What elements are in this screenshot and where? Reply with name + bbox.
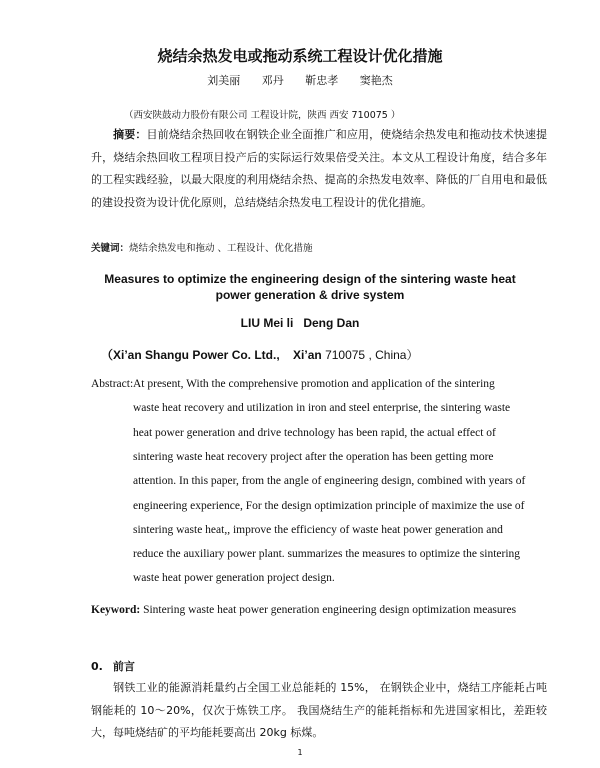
section-number: 0.	[91, 660, 103, 673]
english-title-line-1: Measures to optimize the engineering design of the sintering waste heat	[104, 272, 516, 286]
section-title: 前言	[112, 660, 135, 673]
section-heading	[91, 658, 135, 674]
chinese-affiliation: （西安陕鼓动力股份有限公司 工程设计院，陕西 西安 710075 ）	[124, 110, 401, 121]
english-abstract-line: reduce the auxiliary power plant. summarizes the measures to optimize the sintering	[133, 548, 521, 561]
english-title	[80, 271, 540, 303]
english-keyword-text: Sintering waste heat power generation engineering design optimization measures	[143, 604, 517, 616]
section-body	[91, 677, 547, 745]
english-abstract-line: heat power generation and drive technology has been rapid, the actual effect of	[133, 426, 496, 439]
english-abstract-line: engineering experience, For the design optimization principle of maximize the use of	[133, 499, 525, 512]
english-affiliation	[101, 346, 418, 363]
english-keyword	[91, 604, 516, 616]
section-body-text: 钢铁工业的能源消耗量约占全国工业总能耗的 15%， 在钢铁企业中，烧结工序能耗占吨钢能耗的 10～20%，仅次于炼铁工序。 我国烧结生产的能耗指标和先进国家相比，差距较大，每吨烧结矿的平均能耗要高出 20kg 标煤。	[91, 681, 547, 740]
chinese-abstract	[91, 124, 547, 214]
english-abstract-line: sintering waste heat recovery project after the operation has been getting more	[133, 450, 494, 463]
chinese-keywords-text: 烧结余热发电和拖动 、工程设计、优化措施	[129, 243, 313, 254]
chinese-title: 烧结余热发电或拖动系统工程设计优化措施	[157, 47, 443, 65]
english-abstract-label: Abstract:	[91, 378, 134, 390]
english-author-2: Deng Dan	[303, 316, 360, 330]
english-affiliation-city: Xi’an	[293, 348, 322, 362]
english-authors	[0, 316, 600, 330]
english-abstract-line: sintering waste heat,, improve the efficiency of waste heat power generation and	[133, 523, 503, 536]
chinese-authors: 刘美丽 邓丹 靳忠孝 窦艳杰	[207, 74, 393, 87]
chinese-abstract-label: 摘要：	[113, 128, 147, 141]
english-abstract-line: waste heat power generation project design.	[133, 572, 335, 585]
page-number: 1	[297, 748, 303, 757]
english-affiliation-postcode: 710075 , China）	[325, 348, 419, 362]
chinese-keywords-label: 关键词：	[91, 243, 130, 254]
english-affiliation-org: （Xi’an Shangu Power Co. Ltd.,	[101, 348, 280, 362]
english-abstract-line: attention. In this paper, from the angle of engineering design, combined with years of	[133, 475, 526, 488]
english-keyword-label: Keyword:	[91, 604, 141, 616]
english-abstract-line: waste heat recovery and utilization in iron and steel enterprise, the sintering waste	[133, 402, 511, 415]
english-title-line-2: power generation & drive system	[215, 288, 405, 302]
english-abstract-line: At present, With the comprehensive promotion and application of the sintering	[133, 378, 495, 390]
chinese-keywords	[91, 240, 313, 254]
english-author-1: LIU Mei li	[240, 316, 294, 330]
chinese-abstract-text: 目前烧结余热回收在钢铁企业全面推广和应用，使烧结余热发电和拖动技术快速提升，烧结余热回收工程项目投产后的实际运行效果倍受关注。本文从工程设计角度，结合多年的工程实践经验，以最大限度的利用烧结余热、提高的余热发电效率、降低的厂自用电和最低的建设投资为设计优化原则，总结烧结余热发电工程设计的优化措施。	[91, 128, 548, 209]
